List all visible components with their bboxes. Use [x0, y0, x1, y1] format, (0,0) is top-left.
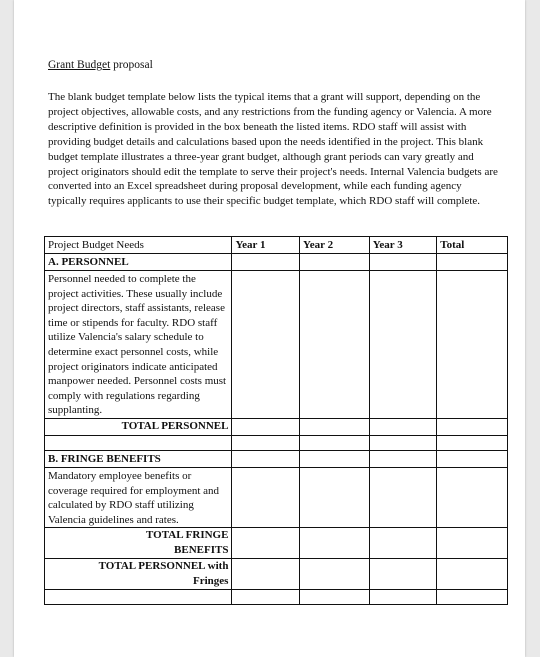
blank-row — [45, 435, 508, 450]
description-row-fringe — [45, 467, 508, 527]
section-heading-fringe: B. FRINGE BENEFITS — [45, 450, 232, 467]
total-label-fringe: TOTAL FRINGE BENEFITS — [45, 528, 232, 559]
total-label-personnel: TOTAL PERSONNEL — [45, 418, 232, 435]
cell — [232, 590, 300, 605]
cell — [300, 590, 370, 605]
header-year1: Year 1 — [232, 237, 300, 254]
total-row-personnel — [45, 418, 508, 435]
cell — [437, 467, 508, 527]
cell — [437, 590, 508, 605]
cell — [45, 590, 232, 605]
cell — [369, 467, 437, 527]
cell — [437, 254, 508, 271]
cell — [300, 450, 370, 467]
cell — [437, 559, 508, 590]
cell — [300, 559, 370, 590]
cell — [232, 271, 300, 419]
cell — [300, 467, 370, 527]
cell — [369, 418, 437, 435]
description-row-personnel — [45, 271, 508, 419]
cell — [369, 450, 437, 467]
cell — [300, 254, 370, 271]
document-title — [48, 59, 153, 71]
cell — [232, 450, 300, 467]
cell — [232, 467, 300, 527]
document-page — [14, 0, 525, 657]
cell — [437, 450, 508, 467]
cell — [300, 418, 370, 435]
cell — [300, 528, 370, 559]
description-fringe: Mandatory employee benefits or coverage required for employment and calculated by RDO staff utilizing Valencia guidelines and rates. — [45, 467, 232, 527]
cell — [300, 435, 370, 450]
cell — [232, 418, 300, 435]
cell — [369, 271, 437, 419]
blank-row — [45, 590, 508, 605]
cell — [369, 559, 437, 590]
header-row — [45, 237, 508, 254]
cell — [369, 590, 437, 605]
budget-table — [44, 236, 508, 605]
cell — [232, 435, 300, 450]
section-heading-personnel: A. PERSONNEL — [45, 254, 232, 271]
grand-total-row — [45, 559, 508, 590]
cell — [232, 528, 300, 559]
title-underlined: Grant Budget — [48, 59, 111, 71]
intro-text: The blank budget template below lists the typical items that a grant will support, depending on the project objectives, allowable costs, and any restrictions from the funding agency or Valencia. A more descriptive definition is provided in the box beneath the listed items. RDO staff will assist with providing budget details and calculations based upon the needs identified in the project. This blank budget template illustrates a three-year grant budget, although grant periods can vary greatly and project originators should edit the template to serve their project's needs. Internal Valencia budgets are converted into an Excel spreadsheet during proposal development, while each funding agency typically requires applicants to use their specific budget template, which RDO staff will complete. — [48, 91, 498, 208]
cell — [437, 435, 508, 450]
header-year3: Year 3 — [369, 237, 437, 254]
cell — [369, 528, 437, 559]
grand-total-label: TOTAL PERSONNEL with Fringes — [45, 559, 232, 590]
header-total: Total — [437, 237, 508, 254]
section-row-personnel — [45, 254, 508, 271]
cell — [369, 435, 437, 450]
intro-paragraph — [48, 90, 500, 209]
section-row-fringe — [45, 450, 508, 467]
cell — [437, 418, 508, 435]
cell — [300, 271, 370, 419]
cell — [232, 559, 300, 590]
cell — [369, 254, 437, 271]
header-budget-needs: Project Budget Needs — [45, 237, 232, 254]
cell — [45, 435, 232, 450]
cell — [437, 528, 508, 559]
title-rest: proposal — [110, 59, 153, 71]
total-row-fringe — [45, 528, 508, 559]
cell — [437, 271, 508, 419]
header-year2: Year 2 — [300, 237, 370, 254]
description-personnel: Personnel needed to complete the project activities. These usually include project directors, staff assistants, release time or stipends for faculty. RDO staff utilize Valencia's salary schedule to determine exact personnel costs, while project originators indicate anticipated manpower needed. Personnel costs must comply with regulations regarding supplanting. — [45, 271, 232, 419]
cell — [232, 254, 300, 271]
